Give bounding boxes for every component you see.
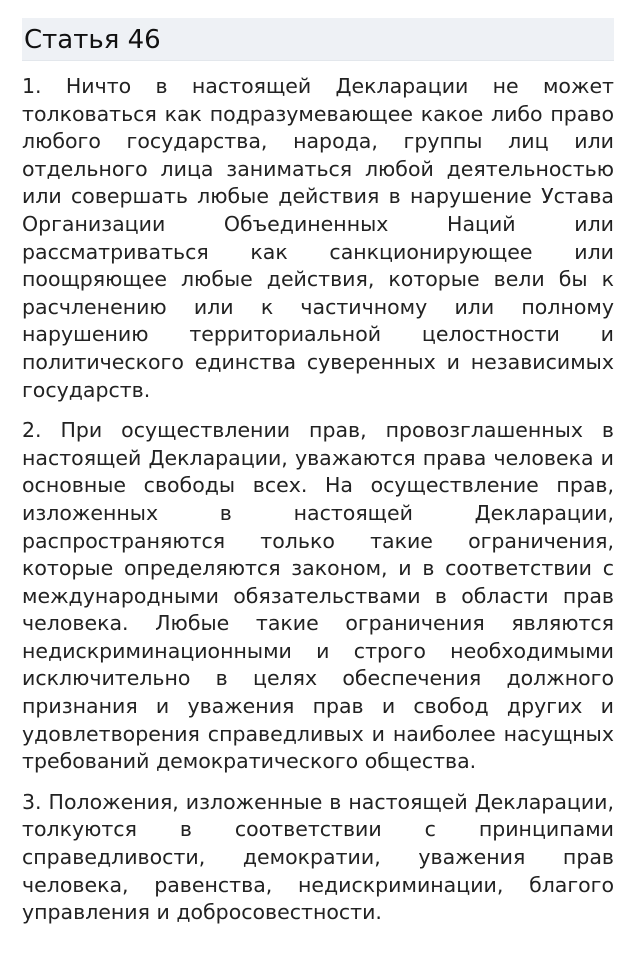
article-heading-bar	[22, 18, 614, 61]
article-paragraph-1: 1. Ничто в настоящей Декларации не может толковаться как подразумевающее какое либо право любого государства, народа, группы лиц или отдельного лица заниматься любой деятельностью или совершать любые действия в нарушение Устава Организации Объединенных Наций или рассматриваться как санкционирующее или поощряющее любые действия, которые вели бы к расчленению или к частичному или полному нарушению территориальной целостности и политического единства суверенных и независимых государств.	[22, 74, 614, 402]
article-title: Статья 46	[24, 25, 161, 55]
article-paragraph-2: 2. При осуществлении прав, провозглашенных в настоящей Декларации, уважаются права человека и основные свободы всех. На осуществление прав, изложенных в настоящей Декларации, распространяются только такие ограничения, которые определяются законом, и в соответствии с международными обязательствами в области прав человека. Любые такие ограничения являются недискриминационными и строго необходимыми исключительно в целях обеспечения должного признания и уважения прав и свобод других и удовлетворения справедливых и наиболее насущных требований демократического общества.	[22, 418, 614, 774]
article-paragraph-3: 3. Положения, изложенные в настоящей Декларации, толкуются в соответствии с принципами справедливости, демократии, уважения прав человека, равенства, недискриминации, благого управления и добросовестности.	[22, 789, 614, 925]
